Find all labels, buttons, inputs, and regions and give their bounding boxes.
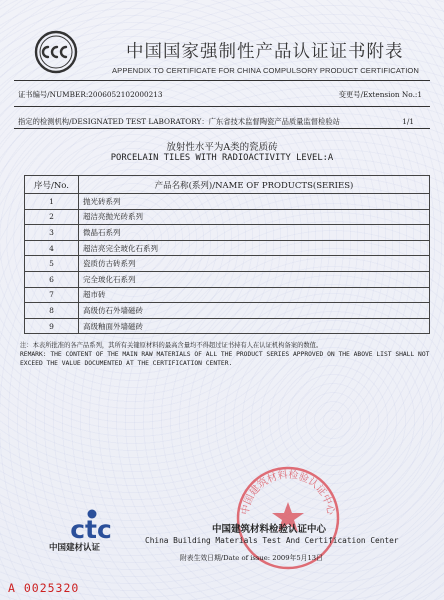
- table-row: [25, 256, 430, 272]
- table-row: [25, 303, 430, 319]
- page-subtitle-en: APPENDIX TO CERTIFICATE FOR CHINA COMPULSORY PRODUCT CERTIFICATION: [112, 66, 420, 75]
- row-name: 瓷质仿古砖系列: [79, 256, 430, 272]
- table-row: [25, 225, 430, 241]
- row-no: 3: [25, 225, 79, 241]
- ctc-cn-name: 中国建材认证: [49, 543, 101, 553]
- row-no: 7: [25, 287, 79, 303]
- product-category-cn: 放射性水平为A类的瓷质砖: [166, 142, 278, 153]
- remark-block: [20, 341, 430, 368]
- page-title: 中国国家强制性产品认证证书附表: [126, 42, 404, 62]
- row-name: 超洁亮完全玻化石系列: [79, 240, 430, 256]
- products-table: [24, 175, 430, 334]
- row-no: 5: [25, 256, 79, 272]
- extension-number: 变更号/Extension No.:1: [338, 90, 422, 99]
- issuer-cn: 中国建筑材料检验认证中心: [212, 524, 327, 535]
- row-no: 1: [25, 194, 79, 210]
- issuer-en: China Building Materials Test And Certification Center: [145, 536, 399, 545]
- remark-en: REMARK: THE CONTENT OF THE MAIN RAW MATERIALS OF ALL THE PRODUCT SERIES APPROVED ON THE ABOVE LIST SHALL NOT EXCEED THE VALUE DOCUMENTED AT THE CERTIFICATION CENTER.: [20, 351, 430, 367]
- table-row: [25, 271, 430, 287]
- header-divider: [14, 80, 430, 81]
- row-no: 6: [25, 271, 79, 287]
- row-no: 4: [25, 240, 79, 256]
- meta-divider: [14, 106, 430, 107]
- remark-cn: 注：本表所批准的各产品系列，其所有关键原材料的最高含量均不得超过证书持有人在认证机构备案的数值。: [20, 342, 323, 349]
- table-row: [25, 194, 430, 210]
- row-no: 2: [25, 209, 79, 225]
- certificate-number: 证书编号/NUMBER:2006052102000213: [18, 90, 163, 99]
- row-name: 完全玻化石系列: [79, 271, 430, 287]
- lab-divider: [14, 128, 430, 129]
- issue-date: 附表生效日期/Date of issue: 2009年5月13日: [180, 554, 323, 562]
- header-name: 产品名称(系列)/NAME OF PRODUCTS(SERIES): [79, 176, 430, 194]
- table-row: [25, 287, 430, 303]
- row-no: 9: [25, 318, 79, 334]
- row-name: 抛光砖系列: [79, 194, 430, 210]
- table-header-row: [25, 176, 430, 194]
- ccc-logo-icon: [34, 30, 78, 74]
- row-name: 微晶石系列: [79, 225, 430, 241]
- header-no: 序号/No.: [25, 176, 79, 194]
- row-name: 高级仿石外墙磁砖: [79, 303, 430, 319]
- table-row: [25, 318, 430, 334]
- product-category-en: PORCELAIN TILES WITH RADIOACTIVITY LEVEL:A: [110, 153, 334, 163]
- ctc-logo-text: ctc: [70, 515, 112, 544]
- row-name: 高级釉面外墙磁砖: [79, 318, 430, 334]
- row-name: 超洁亮抛光砖系列: [79, 209, 430, 225]
- designated-lab: 指定的检测机构/DESIGNATED TEST LABORATORY：广东省技术监督陶瓷产品质量监督检验站: [18, 117, 340, 126]
- table-row: [25, 209, 430, 225]
- ctc-logo-icon: [56, 508, 126, 544]
- table-row: [25, 240, 430, 256]
- row-no: 8: [25, 303, 79, 319]
- serial-number: A 0025320: [8, 581, 80, 595]
- row-name: 超市砖: [79, 287, 430, 303]
- page-number: 1/1: [402, 117, 414, 126]
- seal-text: 中国建筑材料检验认证中心: [239, 469, 337, 516]
